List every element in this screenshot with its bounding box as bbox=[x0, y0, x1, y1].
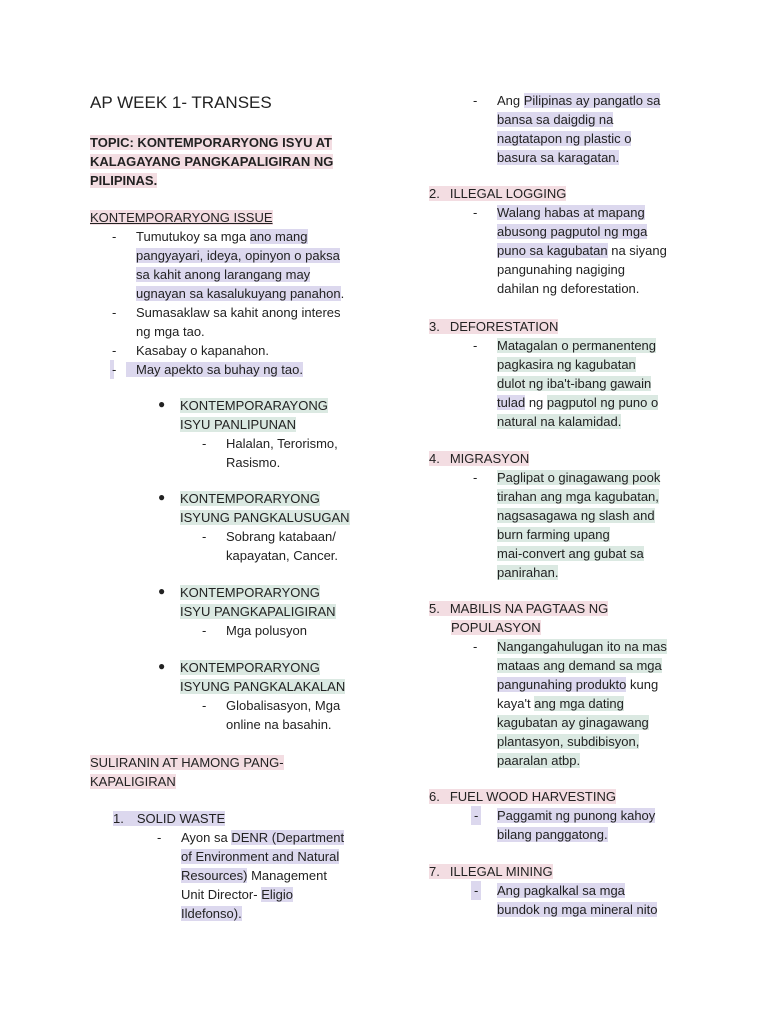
list-item: - May apekto sa buhay ng tao. bbox=[112, 362, 303, 377]
bullet-icon: ● bbox=[158, 397, 166, 411]
illegal-logging-heading: 2. ILLEGAL LOGGING bbox=[429, 186, 567, 201]
list-item: - Kasabay o kapanahon. bbox=[112, 343, 269, 358]
topic-line-3: PILIPINAS. bbox=[90, 173, 158, 188]
illegal-mining-heading: 7. ILLEGAL MINING bbox=[429, 864, 553, 879]
migrasyon-body: - Paglipat o ginagawang pook tirahan ang mga kagubatan, nagsasagawa ng slash and burn farming upang mai-convert ang gubat sa panirahan. bbox=[473, 470, 661, 580]
fuel-wood-heading: 6. FUEL WOOD HARVESTING bbox=[429, 789, 616, 804]
solid-waste-body: - Ayon sa DENR (Department of Environment and Natural Resources) Management Unit Director- Eligio Ildefonso). bbox=[157, 830, 345, 921]
solid-waste-heading: 1. SOLID WASTE bbox=[113, 811, 226, 826]
suliranin-heading: SULIRANIN AT HAMONG PANG- KAPALIGIRAN bbox=[90, 755, 284, 789]
kontemporaryo-list: - Tumutukoy sa mga ano mang pangyayari, ideya, opinyon o paksa sa kahit anong larangang may ugnayan sa kasalukuyang panahon. - Sumasaklaw sa kahit anong interes ng mga tao. - Kasabay o kapanahon. - May apekto sa buhay ng tao. bbox=[112, 229, 345, 377]
deforestation-body: - Matagalan o permanenteng pagkasira ng kagubatan dulot ng iba't-ibang gawain tulad ng pagputol ng puno o natural na kalamidad. bbox=[473, 338, 659, 429]
illegal-mining-body: - Ang pagkalkal sa mga bundok ng mga mineral nito bbox=[497, 881, 657, 919]
issue-type-3: ● KONTEMPORARYONG ISYU PANGKAPALIGIRAN - Mga polusyon bbox=[158, 584, 336, 638]
issue-type-1: ● KONTEMPORARAYONG ISYU PANLIPUNAN - Halalan, Terorismo, Rasismo. bbox=[158, 397, 338, 470]
topic-line-2: KALAGAYANG PANGKAPALIGIRAN NG bbox=[90, 154, 334, 169]
topic-line-1: TOPIC: KONTEMPORARYONG ISYU AT bbox=[90, 135, 332, 150]
populasyon-body: - Nangangahulugan ito na mas mataas ang demand sa mga pangunahing produkto kung kaya't ang mga dating kagubatan ay ginagawang plantasyon, subdibisyon, paaralan atbp. bbox=[473, 639, 667, 768]
issue-type-2: ● KONTEMPORARYONG ISYUNG PANGKALUSUGAN - Sobrang katabaan/ kapayatan, Cancer. bbox=[158, 490, 350, 563]
page-title: AP WEEK 1- TRANSES bbox=[90, 93, 272, 112]
list-item: - Sumasaklaw sa kahit anong interes bbox=[112, 305, 341, 320]
solid-waste-continued: - Ang Pilipinas ay pangatlo sa bansa sa daigdig na nagtatapon ng plastic o basura sa karagatan. bbox=[473, 93, 661, 165]
fuel-wood-body: - Paggamit ng punong kahoy bilang panggatong. bbox=[497, 806, 655, 844]
bullet-icon: ● bbox=[158, 490, 166, 504]
topic-block bbox=[90, 133, 333, 190]
bullet-icon: ● bbox=[158, 659, 166, 673]
illegal-logging-body: - Walang habas at mapang abusong pagputol ng mga puno sa kagubatan na siyang pangunahing nagiging dahilan ng deforestation. bbox=[473, 205, 667, 296]
kontemporaryo-heading: KONTEMPORARYONG ISSUE bbox=[90, 210, 273, 225]
populasyon-heading: 5. MABILIS NA PAGTAAS NG POPULASYON bbox=[429, 601, 609, 635]
deforestation-heading: 3. DEFORESTATION bbox=[429, 319, 559, 334]
issue-type-4: ● KONTEMPORARYONG ISYUNG PANGKALAKALAN - Globalisasyon, Mga online na basahin. bbox=[158, 659, 346, 732]
bullet-icon: ● bbox=[158, 584, 166, 598]
migrasyon-heading: 4. MIGRASYON bbox=[429, 451, 530, 466]
list-item: - Tumutukoy sa mga ano mang bbox=[112, 229, 308, 244]
